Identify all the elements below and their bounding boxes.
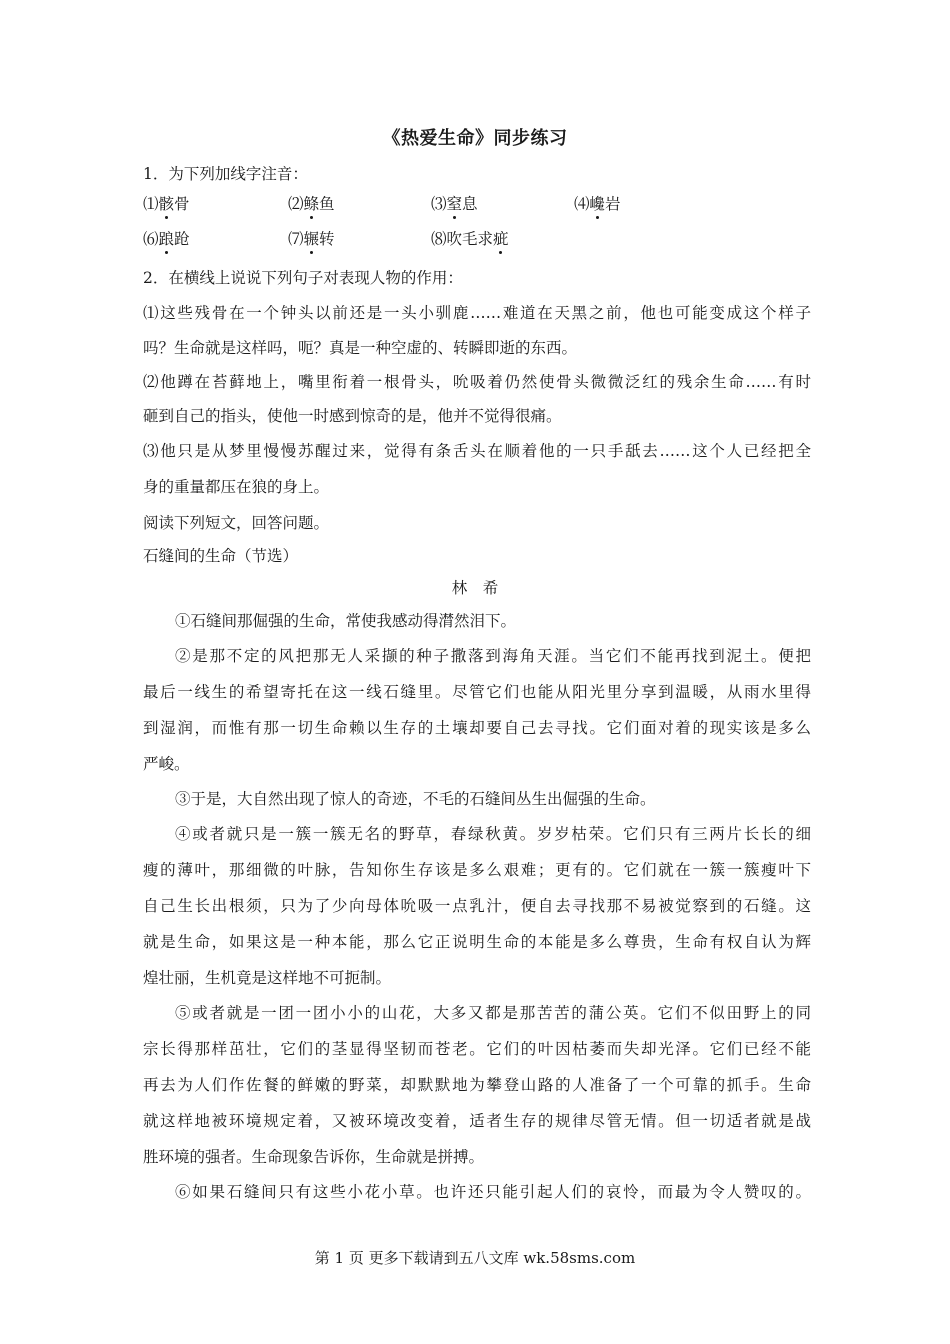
- paragraph-line: ⑤或者就是一团一团小小的山花，大多又都是那苦苦的蒲公英。它们不似田野上的同: [175, 1004, 811, 1022]
- paragraph-line: 最后一线生的希望寄托在这一线石缝里。尽管它们也能从阳光里分享到温暖，从雨水里得: [143, 683, 811, 701]
- paragraph-line: 到湿润，而惟有那一切生命赖以生存的土壤却要自己去寻找。它们面对着的现实该是多么: [143, 719, 811, 737]
- q2-line: 身的重量都压在狼的身上。: [143, 478, 330, 496]
- paragraph-line: 就是生命，如果这是一种本能，那么它正说明生命的本能是多么尊贵，生命有权自认为辉: [143, 933, 811, 951]
- q1-item-6: ⑹踉跄: [143, 230, 190, 248]
- q1-item-1: ⑴骸骨: [143, 195, 190, 213]
- page-title: 《热爱生命》同步练习: [382, 128, 568, 149]
- paragraph-line: 严峻。: [143, 755, 190, 773]
- q1-item-2: ⑵鲦鱼: [288, 195, 335, 213]
- paragraph-line: 胜环境的强者。生命现象告诉你，生命就是拼搏。: [143, 1148, 485, 1166]
- paragraph-line: 自己生长出根须，只为了少向母体吮吸一点乳汁，便自去寻找那不易被觉察到的石缝。这: [143, 897, 811, 915]
- page-footer: 第 1 页 更多下载请到五八文库 wk.58sms.com: [314, 1249, 636, 1267]
- q1-item-4: ⑷巉岩: [574, 195, 621, 213]
- reading-instruction: 阅读下列短文，回答问题。: [143, 514, 330, 532]
- q1-prompt: 1．为下列加线字注音：: [143, 165, 308, 183]
- q2-line: ⑶他只是从梦里慢慢苏醒过来，觉得有条舌头在顺着他的一只手舐去……这个人已经把全: [143, 442, 811, 460]
- paragraph-line: 煌壮丽，生机竟是这样地不可扼制。: [143, 969, 392, 987]
- paragraph-line: 再去为人们作佐餐的鲜嫩的野菜，却默默地为攀登山路的人准备了一个可靠的抓手。生命: [143, 1076, 811, 1094]
- paragraph-line: ⑥如果石缝间只有这些小花小草。也许还只能引起人们的哀怜，而最为令人赞叹的。: [175, 1183, 811, 1201]
- paragraph-line: 瘦的薄叶，那细微的叶脉，告知你生存该是多么艰难；更有的。它们就在一簇一簇瘦叶下: [143, 861, 811, 879]
- paragraph-line: ④或者就只是一簇一簇无名的野草，春绿秋黄。岁岁枯荣。它们只有三两片长长的细: [175, 825, 811, 843]
- q1-item-3: ⑶窒息: [431, 195, 478, 213]
- q2-line: 砸到自己的指头，使他一时感到惊奇的是，他并不觉得很痛。: [143, 407, 562, 425]
- q1-item-7: ⑺辗转: [288, 230, 335, 248]
- q2-line: 吗？生命就是这样吗，呃？真是一种空虚的、转瞬即逝的东西。: [143, 339, 578, 357]
- q2-line: ⑵他蹲在苔藓地上，嘴里衔着一根骨头，吮吸着仍然使骨头微微泛红的残余生命……有时: [143, 373, 811, 391]
- q1-item-8: ⑻吹毛求疵: [431, 230, 509, 248]
- q2-line: ⑴这些残骨在一个钟头以前还是一头小驯鹿……难道在天黑之前，他也可能变成这个样子: [143, 304, 811, 322]
- reading-title: 石缝间的生命（节选）: [143, 547, 299, 565]
- paragraph-line: ②是那不定的风把那无人采撷的种子撒落到海角天涯。当它们不能再找到泥土。便把: [175, 647, 811, 665]
- reading-author: 林 希: [451, 579, 499, 597]
- paragraph-line: 就这样地被环境规定着，又被环境改变着，适者生存的规律尽管无情。但一切适者就是战: [143, 1112, 811, 1130]
- paragraph-line: ③于是，大自然出现了惊人的奇迹，不毛的石缝间丛生出倔强的生命。: [175, 790, 656, 808]
- paragraph-line: ①石缝间那倔强的生命，常使我感动得潸然泪下。: [175, 612, 517, 630]
- paragraph-line: 宗长得那样茁壮，它们的茎显得坚韧而苍老。它们的叶因枯萎而失却光泽。它们已经不能: [143, 1040, 811, 1058]
- q2-prompt: 2．在横线上说说下列句子对表现人物的作用：: [143, 269, 463, 287]
